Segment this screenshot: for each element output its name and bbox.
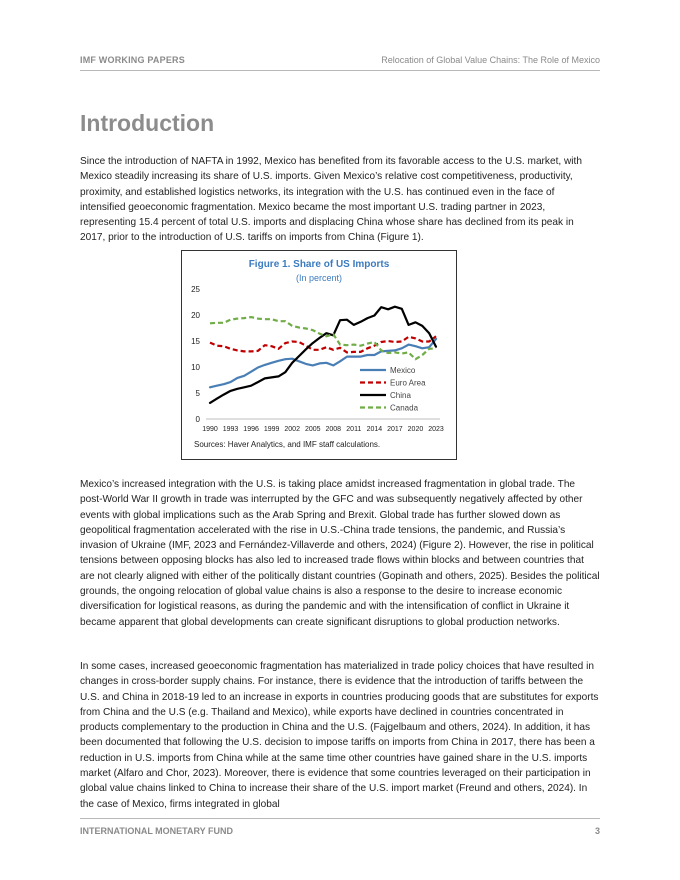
page-number: 3: [594, 826, 600, 836]
figure-title: Figure 1. Share of US Imports: [248, 259, 390, 270]
series-line-china: [210, 307, 436, 403]
series-line-euro-area: [210, 336, 436, 352]
paragraph-1: Since the introduction of NAFTA in 1992, Mexico has benefited from its favorable access to the U.S. market, with Mexico steadily increasing its share of U.S. imports. Given Mexico’s relative cost competitiveness, productivity, proximity, and established logistics networks, its integration with the U.S. has continued even in the face of intensified geoeconomic fragmentation. Mexico became the most important U.S. trading partner in 2023, representing 15.4 percent of total U.S. imports and displacing China whose share has declined from its peak in 2017, prior to the introduction of U.S. tariffs on imports from China (Figure 1).: [80, 156, 582, 244]
x-tick-label: 2020: [407, 426, 424, 433]
x-tick-label: 2017: [387, 426, 403, 433]
figure-1: [181, 250, 457, 460]
y-tick-label: 5: [195, 389, 200, 398]
x-tick-label: 2023: [428, 426, 444, 433]
legend-label: China: [390, 391, 411, 400]
footer-publisher: INTERNATIONAL MONETARY FUND: [80, 826, 233, 836]
legend-label: Canada: [390, 403, 419, 413]
y-tick-label: 10: [191, 363, 200, 372]
running-header-right: Relocation of Global Value Chains: The Role of Mexico: [381, 55, 600, 65]
y-tick-label: 25: [191, 285, 200, 294]
legend-label: Mexico: [390, 366, 416, 375]
section-title: Introduction: [80, 110, 215, 136]
x-tick-label: 1996: [243, 426, 259, 433]
y-tick-label: 0: [195, 415, 200, 424]
paragraph-3: In some cases, increased geoeconomic fragmentation has materialized in trade policy choices that have resulted in changes in cross-border supply chains. For instance, there is evidence that the introduction of tariffs between the U.S. and China in 2018-19 led to an increase in exports in countries producing goods that are substitutes for exports from China and the U.S (e.g. Thailand and Mexico), while exports have declined in countries concentrated in products complementary to the production in China and the U.S. (Fajgelbaum and others, 2024). In addition, it has been documented that following the U.S. decision to impose tariffs on imports from China in 2017, there has been a reduction in U.S. imports from China while at the same time other countries have gained share in the U.S. imports market (Alfaro and Chor, 2023). Moreover, there is evidence that some countries leveraged on their participation in global value chains linked to China to increase their share of the U.S. import market (Freund and others, 2024). In the case of Mexico, firms integrated in global: [80, 661, 599, 810]
x-tick-label: 1999: [263, 426, 280, 433]
x-tick-label: 2014: [366, 426, 383, 433]
footer-rule: [80, 818, 600, 819]
paragraph-2: Mexico’s increased integration with the U.S. is taking place amidst increased fragmentation in global trade. The post-World War II growth in trade was interrupted by the GFC and was subsequently negatively affected by other events with global implications such as the Arab Spring and Brexit. Global trade has further slowed down as geopolitical fragmentation accelerated with the rise in U.S.-China trade tensions, the pandemic, and Russia’s invasion of Ukraine (IMF, 2023 and Fernández-Villaverde and others, 2024) (Figure 2). However, the rise in political tensions between opposing blocks has also led to increased trade flows within blocks and between countries that are not clearly aligned with either of the politically distant countries (Gopinath and others, 2025). Besides the political grounds, the ongoing relocation of global value chains is also a response to the desire to increase economic diversification for logistical reasons, as during the pandemic and with the intensification of conflict in Ukraine it became apparent that global developments can create significant disruptions to global production networks.: [80, 479, 600, 628]
series-line-canada: [210, 317, 436, 359]
x-tick-label: 2002: [284, 426, 300, 433]
legend-label: Euro Area: [390, 378, 426, 388]
header-rule: [80, 70, 600, 71]
y-tick-label: 15: [191, 337, 200, 346]
figure-subtitle: (In percent): [295, 273, 343, 283]
x-tick-label: 2011: [346, 426, 362, 433]
x-tick-label: 2005: [304, 426, 321, 433]
y-tick-label: 20: [191, 311, 200, 320]
x-tick-label: 1993: [222, 426, 239, 433]
line-chart: [182, 251, 456, 436]
figure-source: Sources: Haver Analytics, and IMF staff calculations.: [194, 440, 381, 449]
running-header-left: IMF WORKING PAPERS: [80, 55, 185, 65]
x-tick-label: 1990: [202, 426, 218, 433]
x-tick-label: 2008: [325, 426, 342, 433]
